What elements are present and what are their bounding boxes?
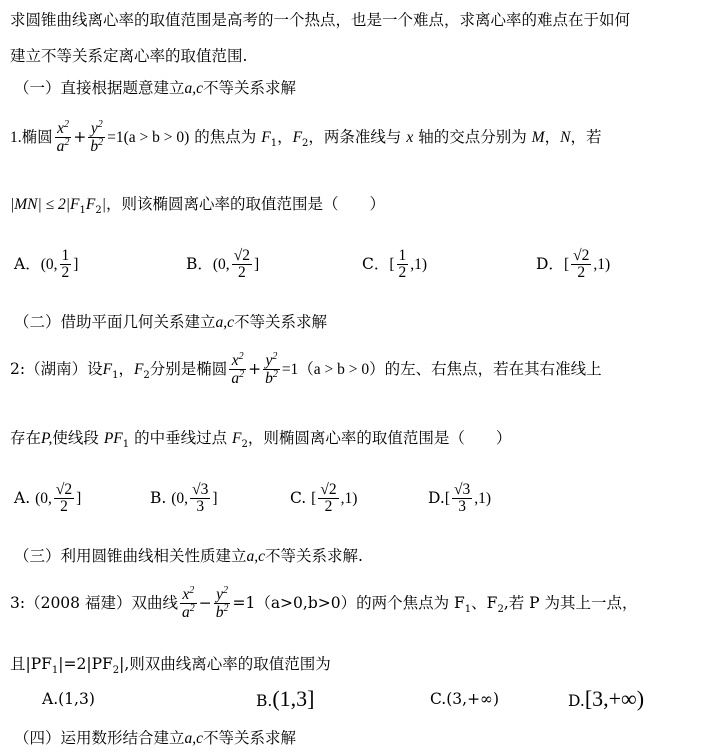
q3-option-b[interactable]: B.(1,3] <box>256 686 315 711</box>
q2-stem: 2:（湖南）设$F_1$，$F_2$分别是椭圆 $\frac{x^2}{a^2}$ + $\frac{y^2}{b^2}$ =1（a > b > 0）的左、右焦点，若在其右准线上 <box>10 351 602 388</box>
q3-stem-line-2: 且$|PF_1|=2|PF_2|$,则双曲线离心率的取值范围为 <box>10 655 331 677</box>
q1-option-c[interactable]: C．[ $\frac{1}{2}$ ,1) <box>362 247 428 282</box>
q1-option-a[interactable]: A．(0, $\frac{1}{2}$ ] <box>14 247 79 282</box>
section-1-heading: （一）直接根据题意建立a,c不等关系求解 <box>14 79 297 97</box>
q1-option-d[interactable]: D．[ $\frac{√2}{2}$ ,1) <box>536 247 611 282</box>
q3-option-a[interactable]: A.(1,3) <box>42 690 95 708</box>
q2-option-c[interactable]: C. [ $\frac{√2}{2}$ ,1) <box>290 481 358 516</box>
intro-line-2: 建立不等关系定离心率的取值范围. <box>10 47 248 65</box>
q3-option-c[interactable]: C.(3,+∞) <box>430 690 500 708</box>
section-3-heading: （三）利用圆锥曲线相关性质建立a,c不等关系求解. <box>14 547 363 565</box>
q2-option-d[interactable]: D.[ $\frac{√3}{3}$ ,1) <box>428 481 492 516</box>
section-4-heading: （四）运用数形结合建立a,c不等关系求解 <box>14 729 297 747</box>
q2-stem-line-2: 存在P,使线段 $PF_1$ 的中垂线过点 $F_2$，则椭圆离心率的取值范围是（ ） <box>10 429 512 451</box>
section-2-heading: （二）借助平面几何关系建立a,c不等关系求解 <box>14 313 328 331</box>
q1-stem-line-2: $|MN| \le 2|F_1F_2|$，则该椭圆离心率的取值范围是（ ） <box>10 195 386 217</box>
q3-stem: 3:（2008 福建）双曲线 $\frac{x^2}{a^2}$ − $\frac{y^2}{b^2}$ =1（a>0,b>0）的两个焦点为 $F_1$、$F_2$,若 P 为其上一点， <box>10 585 638 622</box>
q2-option-a[interactable]: A. (0, $\frac{√2}{2}$ ] <box>14 481 82 516</box>
q2-option-b[interactable]: B. (0, $\frac{√3}{3}$ ] <box>150 481 218 516</box>
q1-option-b[interactable]: B．(0, $\frac{√2}{2}$ ] <box>186 247 260 282</box>
q1-stem: 1.椭圆 $\frac{x^2}{a^2}$ + $\frac{y^2}{b^2}$ =1(a > b > 0) 的焦点为 $F_1$，$F_2$，两条准线与 x 轴的交点分别为 M，N，若 <box>10 119 602 156</box>
intro-line-1: 求圆锥曲线离心率的取值范围是高考的一个热点，也是一个难点，求离心率的难点在于如何 <box>10 11 631 29</box>
q3-option-d[interactable]: D.[3,+∞) <box>568 686 645 711</box>
